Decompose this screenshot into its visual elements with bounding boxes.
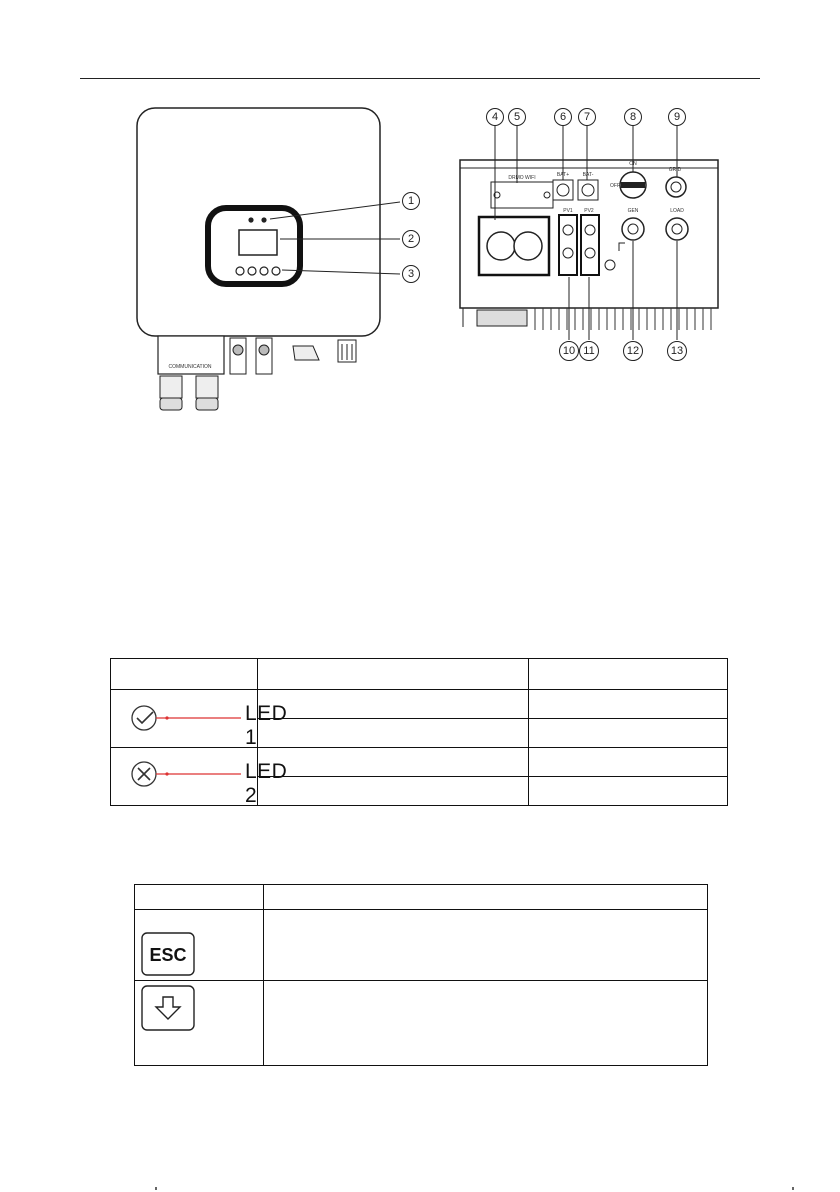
led-table-header-cell xyxy=(529,659,728,690)
esc-key-icon xyxy=(141,932,195,976)
esc-key-cell xyxy=(135,910,264,981)
callout-12 xyxy=(624,342,643,361)
svg-text:GEN: GEN xyxy=(627,208,639,214)
svg-text:BAT+: BAT+ xyxy=(556,172,570,178)
callout-2 xyxy=(403,231,420,248)
svg-text:ON: ON xyxy=(629,161,637,167)
svg-text:13: 13 xyxy=(670,345,684,357)
header-rule xyxy=(80,78,760,79)
key-table-cell xyxy=(264,910,708,981)
led-table-header-row xyxy=(111,659,728,690)
led-table-header-cell xyxy=(111,659,258,690)
svg-text:5: 5 xyxy=(513,111,521,123)
svg-text:8: 8 xyxy=(629,111,637,123)
svg-text:9: 9 xyxy=(673,111,681,123)
inverter-front-figure xyxy=(130,100,430,420)
svg-text:4: 4 xyxy=(491,111,499,123)
page-edge-mark xyxy=(155,1187,157,1190)
down-arrow-key-icon xyxy=(141,985,195,1031)
led-table-cell xyxy=(529,690,728,719)
svg-text:1: 1 xyxy=(407,195,415,207)
callout-3 xyxy=(403,266,420,283)
svg-text:10: 10 xyxy=(562,345,576,357)
page-edge-mark xyxy=(792,1187,794,1190)
svg-text:LOAD: LOAD xyxy=(670,208,684,214)
svg-text:BAT-: BAT- xyxy=(582,172,594,178)
callout-5 xyxy=(509,109,526,126)
led-table-cell xyxy=(258,719,529,748)
svg-text:COMMUNICATION: COMMUNICATION xyxy=(168,364,212,370)
svg-text:7: 7 xyxy=(583,111,591,123)
callout-7 xyxy=(579,109,596,126)
led-table-cell xyxy=(258,777,529,806)
key-table-row xyxy=(135,910,708,981)
key-table-header-row xyxy=(135,885,708,910)
svg-text:PV1: PV1 xyxy=(563,208,573,214)
svg-text:6: 6 xyxy=(559,111,567,123)
svg-text:3: 3 xyxy=(407,268,415,280)
key-table-header-cell xyxy=(135,885,264,910)
svg-text:PV2: PV2 xyxy=(584,208,594,214)
svg-text:12: 12 xyxy=(626,345,640,357)
check-circle-icon xyxy=(129,702,249,734)
svg-text:DRMO WIFI: DRMO WIFI xyxy=(508,175,536,181)
svg-text:2: 2 xyxy=(407,233,415,245)
callout-6 xyxy=(555,109,572,126)
down-key-cell xyxy=(135,981,264,1066)
callout-11 xyxy=(580,342,599,361)
led-table-cell xyxy=(258,748,529,777)
led-1-label: LED 1 xyxy=(245,702,288,749)
led-1-cell xyxy=(111,690,288,749)
callout-8 xyxy=(625,109,642,126)
led-table xyxy=(110,658,728,806)
key-table-cell xyxy=(264,981,708,1066)
led-table-row xyxy=(111,690,728,719)
svg-text:OFF: OFF xyxy=(610,183,620,189)
svg-text:11: 11 xyxy=(583,345,595,357)
led-table-cell xyxy=(258,690,529,719)
led-table-row xyxy=(111,748,728,777)
inverter-bottom-figure xyxy=(455,105,755,375)
cross-circle-icon xyxy=(129,758,249,790)
callout-9 xyxy=(669,109,686,126)
callout-13 xyxy=(668,342,687,361)
key-table xyxy=(134,884,708,1066)
callout-4 xyxy=(487,109,504,126)
key-table-row xyxy=(135,981,708,1066)
led-table-header-cell xyxy=(258,659,529,690)
callout-1 xyxy=(403,193,420,210)
led-table-cell xyxy=(529,777,728,806)
key-table-header-cell xyxy=(264,885,708,910)
led-2-label: LED 2 xyxy=(245,760,288,807)
callout-10 xyxy=(560,342,579,361)
led-2-cell xyxy=(111,748,288,807)
svg-text:GRID: GRID xyxy=(668,167,682,173)
led-table-cell xyxy=(529,748,728,777)
svg-text:ESC: ESC xyxy=(149,945,187,965)
led-table-cell xyxy=(529,719,728,748)
